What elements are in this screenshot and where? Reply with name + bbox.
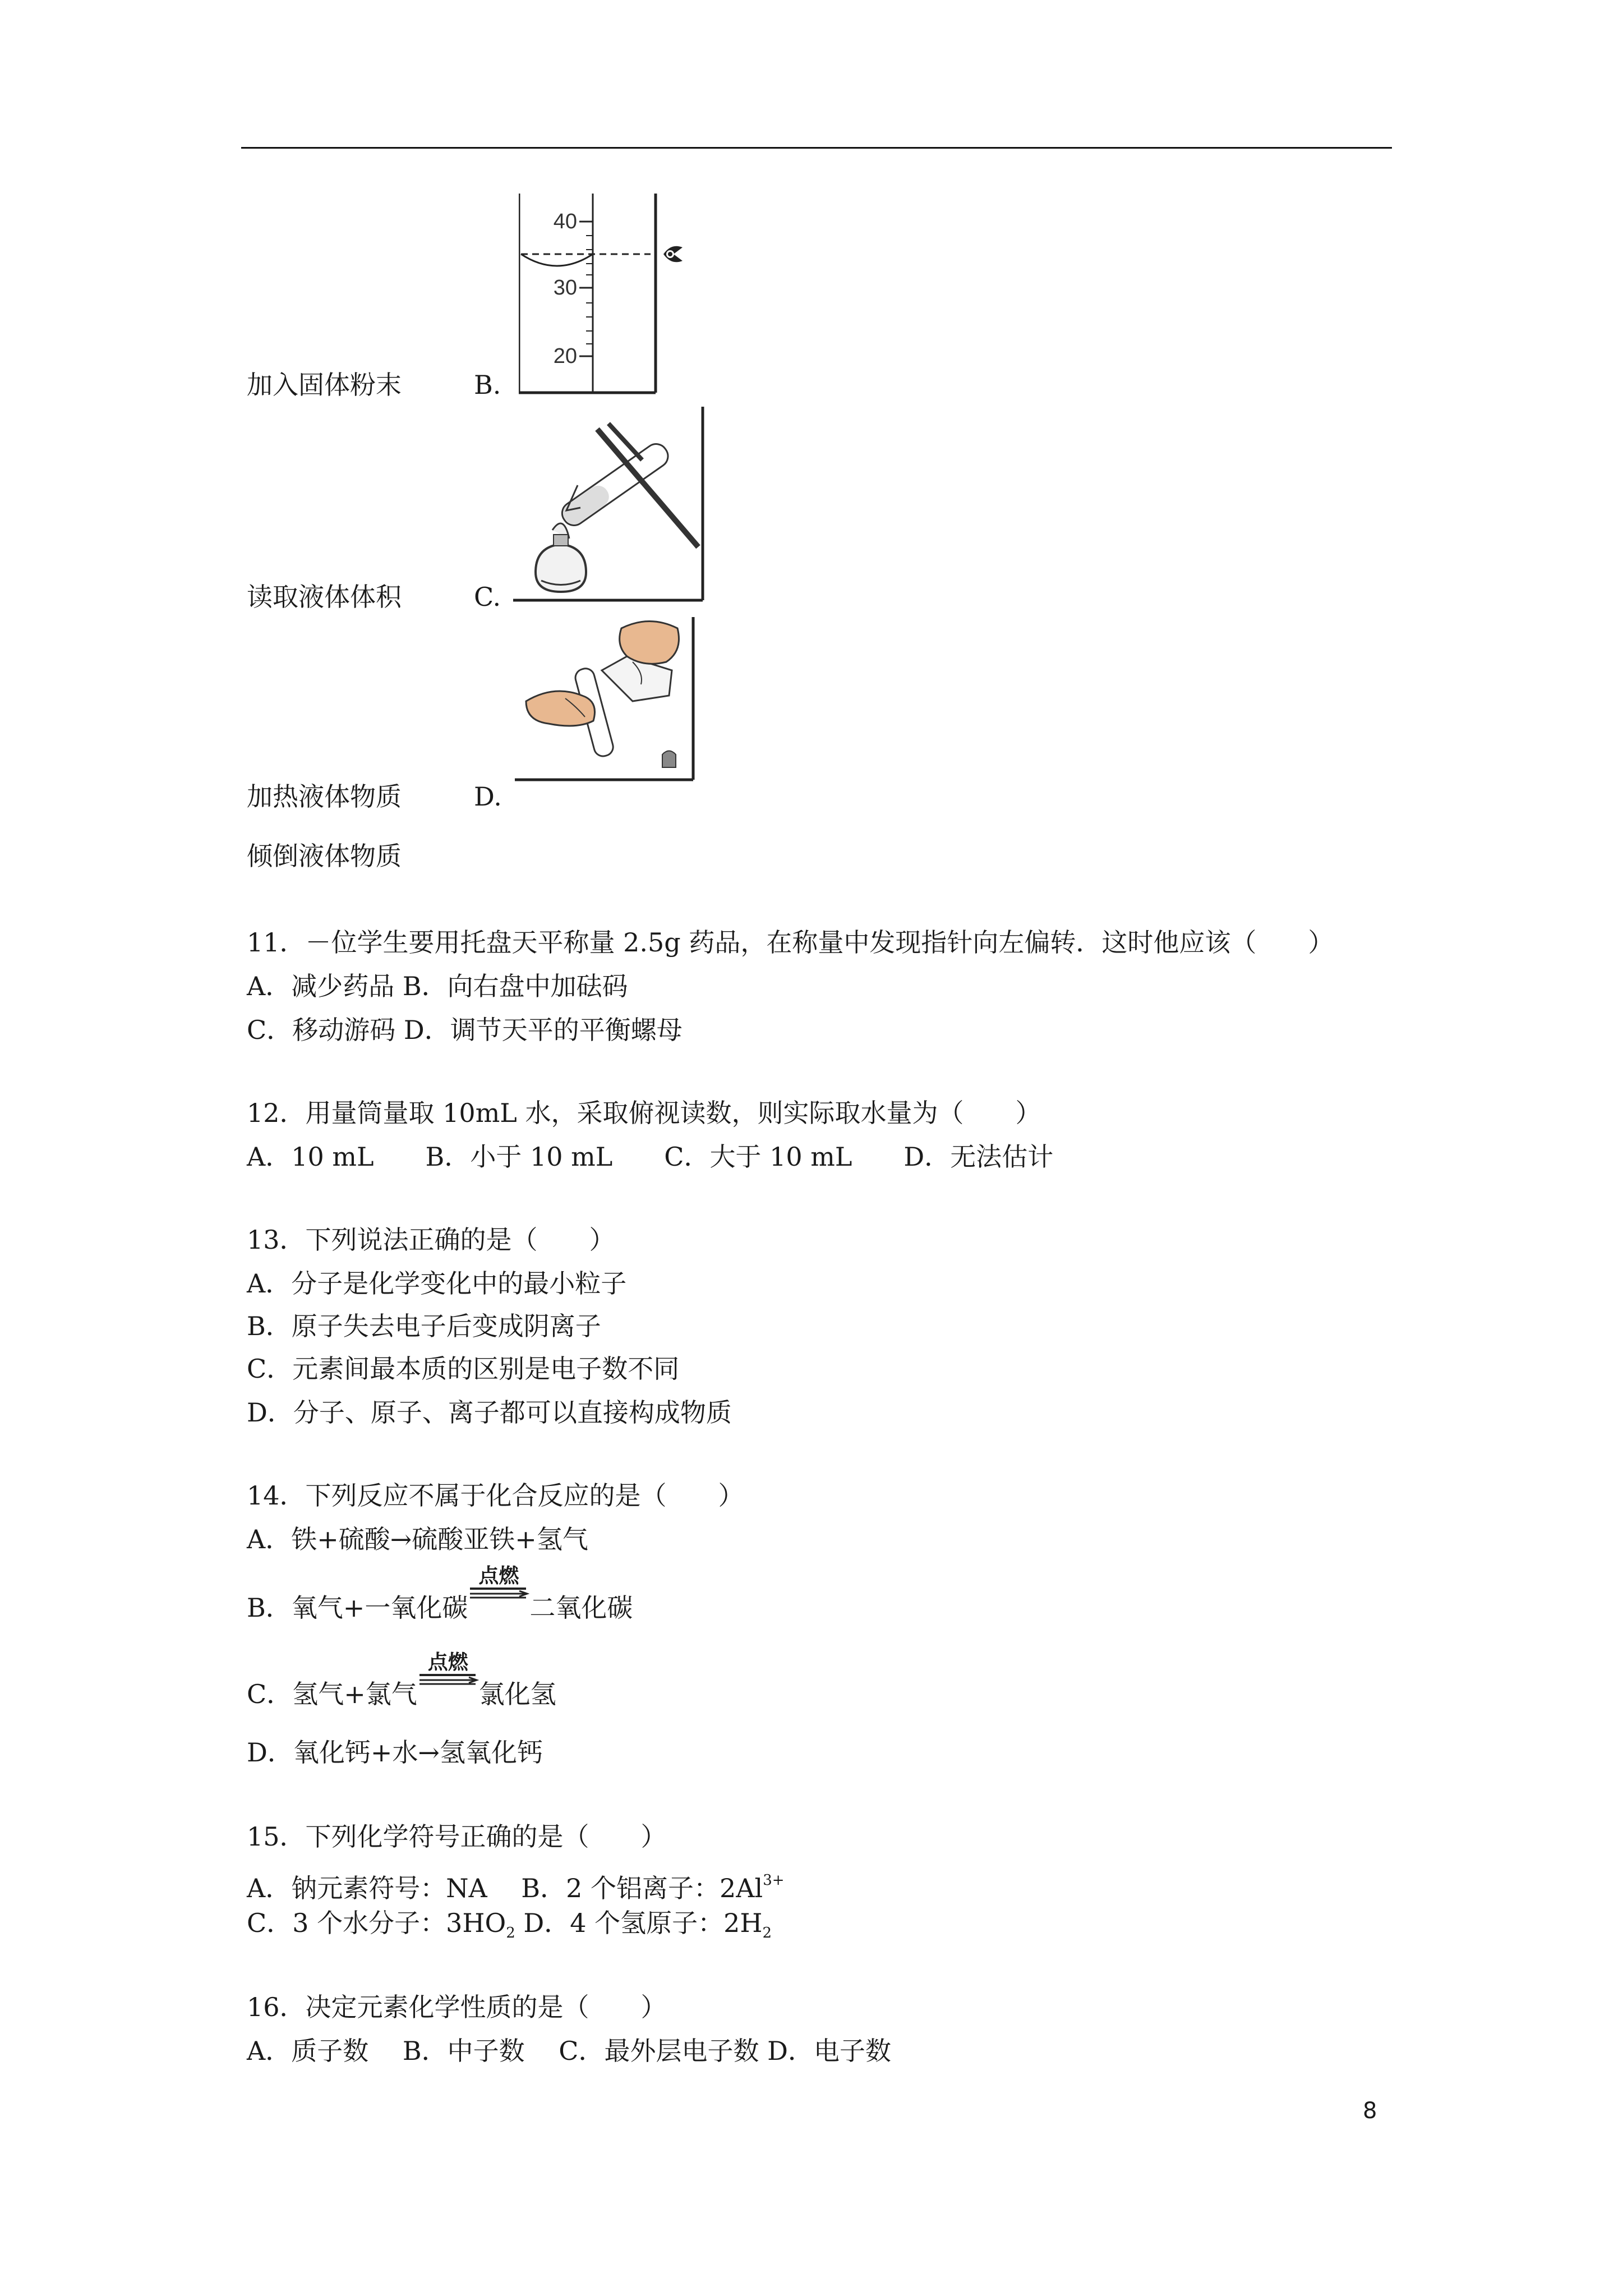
q15-option-d-subscript: 2 xyxy=(762,1925,772,1941)
q15-option-a-b: A．钠元素符号：NA B．2 个铝离子：2Al xyxy=(247,1873,763,1903)
heating-liquid-figure xyxy=(513,407,709,603)
tick-label-40: 40 xyxy=(553,210,577,233)
q13-option-d: D．分子、原子、离子都可以直接构成物质 xyxy=(247,1397,732,1428)
reaction-condition: 点燃 xyxy=(427,1651,468,1674)
q15-stem: 15．下列化学符号正确的是（ ） xyxy=(247,1821,667,1852)
option-letter-c: C. xyxy=(474,582,501,612)
pouring-liquid-figure xyxy=(515,617,700,785)
q14-option-c xyxy=(247,1651,556,1711)
q14-stem: 14．下列反应不属于化合反应的是（ ） xyxy=(247,1480,744,1511)
q15-options-line1 xyxy=(247,1864,785,1905)
q13-option-a: A．分子是化学变化中的最小粒子 xyxy=(247,1268,627,1299)
q12-stem: 12．用量筒量取 10mL 水，采取俯视读数，则实际取水量为（ ） xyxy=(247,1098,1041,1128)
q13-stem: 13．下列说法正确的是（ ） xyxy=(247,1225,615,1255)
page-number: 8 xyxy=(1363,2098,1377,2124)
q11-options-line1: A．减少药品 B．向右盘中加砝码 xyxy=(247,971,628,1001)
q16-options-line1: A．质子数 B．中子数 C．最外层电子数 D．电子数 xyxy=(247,2036,891,2066)
option-label-pour-liquid: 倾倒液体物质 xyxy=(247,841,402,871)
q15-option-d: D．4 个氢原子：2H xyxy=(515,1908,763,1938)
reaction-arrow xyxy=(417,1651,479,1711)
eye-icon xyxy=(663,246,683,263)
reaction-condition: 点燃 xyxy=(478,1565,519,1588)
q13-option-b: B．原子失去电子后变成阴离子 xyxy=(247,1311,601,1341)
q15-option-c: C．3 个水分子：3HO xyxy=(247,1908,506,1938)
option-label-add-solid: 加入固体粉末 xyxy=(247,370,402,400)
tick-label-20: 20 xyxy=(553,344,577,368)
reaction-arrow xyxy=(468,1565,529,1625)
q13-option-c: C．元素间最本质的区别是电子数不同 xyxy=(247,1354,680,1384)
aluminum-ion-charge: 3+ xyxy=(763,1872,785,1889)
q11-options-line2: C．移动游码 D．调节天平的平衡螺母 xyxy=(247,1015,683,1045)
q15-options-line2 xyxy=(247,1906,772,1950)
q14-option-b-product: 二氧化碳 xyxy=(529,1593,633,1623)
q14-option-d: D．氧化钙+水→氢氧化钙 xyxy=(247,1737,543,1768)
q15-option-c-subscript: 2 xyxy=(506,1925,515,1941)
option-label-read-volume: 读取液体体积 xyxy=(247,582,402,612)
q12-options-line1: A．10 mL B．小于 10 mL C．大于 10 mL D．无法估计 xyxy=(247,1142,1054,1172)
q14-option-b xyxy=(247,1565,633,1625)
q16-stem: 16．决定元素化学性质的是（ ） xyxy=(247,1992,667,2022)
q11-stem: 11．－位学生要用托盘天平称量 2.5g 药品，在称量中发现指针向左偏转．这时他应该（ ） xyxy=(247,927,1334,958)
q14-option-c-product: 氯化氢 xyxy=(478,1679,556,1709)
header-rule xyxy=(241,147,1392,149)
q14-option-c-reactants: C．氢气+氯气 xyxy=(247,1679,417,1709)
option-letter-b: B. xyxy=(474,370,501,400)
option-letter-d: D. xyxy=(474,781,502,812)
q14-option-b-reactants: B．氧气+一氧化碳 xyxy=(247,1593,468,1623)
q14-option-a: A．铁+硫酸→硫酸亚铁+氢气 xyxy=(247,1524,588,1554)
option-label-heat-liquid: 加热液体物质 xyxy=(247,781,402,812)
tick-label-30: 30 xyxy=(553,276,577,300)
cylinder-reading-figure xyxy=(519,194,698,395)
